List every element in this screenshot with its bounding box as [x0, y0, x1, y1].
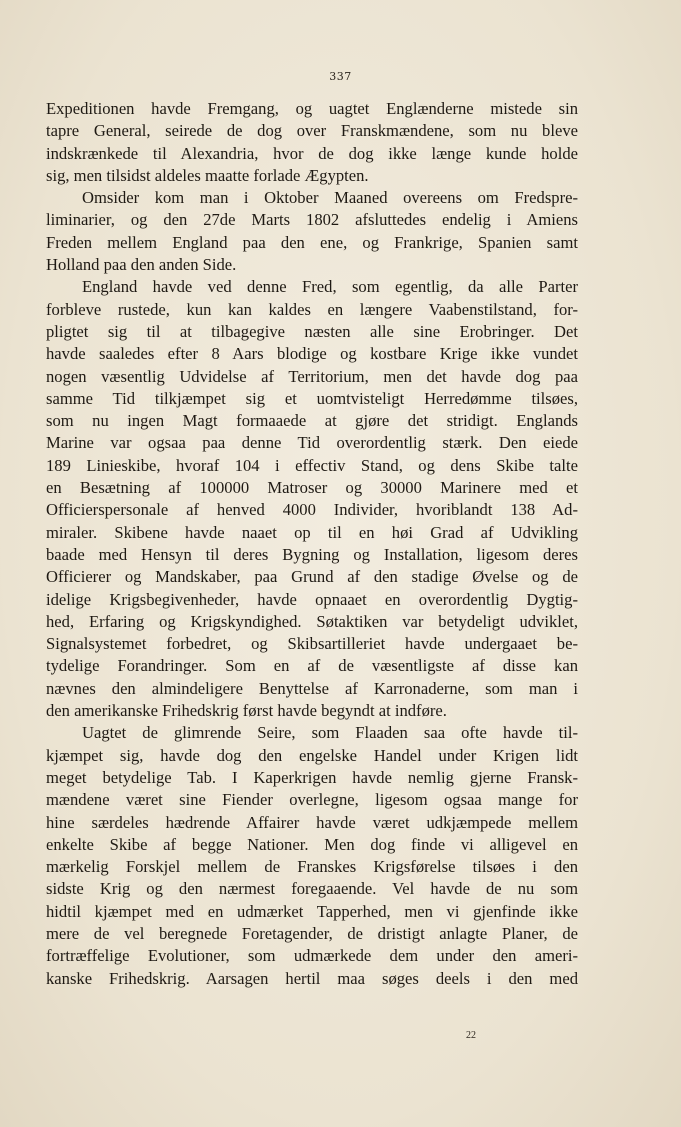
- text-line: hine særdeles hædrende Affairer havde været udkjæmpede mellem: [46, 812, 578, 832]
- text-line: Signalsystemet forbedret, og Skibsartilleriet havde undergaaet be-: [46, 634, 578, 654]
- text-line: Officierer og Mandskaber, paa Grund af den stadige Øvelse og de: [46, 567, 578, 587]
- text-line: kanske Frihedskrig. Aarsagen hertil maa søges deels i den med: [46, 968, 578, 988]
- text-line: liminarier, og den 27de Marts 1802 afsluttedes endelig i Amiens: [46, 210, 578, 230]
- text-line: Freden mellem England paa den ene, og Frankrige, Spanien samt: [46, 232, 578, 252]
- text-line: kjæmpet sig, havde dog den engelske Handel under Krigen lidt: [46, 745, 578, 765]
- text-line: idelige Krigsbegivenheder, havde opnaaet en overordentlig Dygtig-: [46, 589, 578, 609]
- text-line: Omsider kom man i Oktober Maaned overeens om Fredspre-: [82, 188, 578, 208]
- text-line: tydelige Forandringer. Som en af de væsentligste af disse kan: [46, 656, 578, 676]
- text-line: enkelte Skibe af begge Nationer. Men dog finde vi alligevel en: [46, 834, 578, 854]
- text-line: en Besætning af 100000 Matroser og 30000 Marinere med et: [46, 478, 578, 498]
- text-line: Expeditionen havde Fremgang, og uagtet Englænderne mistede sin: [46, 99, 578, 118]
- text-line: Marine var ogsaa paa denne Tid overordentlig stærk. Den eiede: [46, 433, 578, 453]
- text-line: 189 Linieskibe, hvoraf 104 i effectiv Stand, og dens Skibe talte: [46, 455, 578, 475]
- body-text: [46, 98, 578, 990]
- text-line: Officierspersonale af henved 4000 Individer, hvoriblandt 138 Ad-: [46, 500, 578, 520]
- text-line: Holland paa den anden Side.: [46, 255, 237, 275]
- text-line: sidste Krig og den nærmest foregaaende. Vel havde de nu som: [46, 879, 578, 899]
- text-line: pligtet sig til at tilbagegive næsten alle sine Erobringer. Det: [46, 321, 578, 341]
- text-line: som nu ingen Magt formaaede at gjøre det stridigt. Englands: [46, 411, 578, 431]
- text-line: hed, Erfaring og Krigskyndighed. Søtaktiken var betydeligt udviklet,: [46, 611, 578, 631]
- text-line: baade med Hensyn til deres Bygning og Installation, ligesom deres: [46, 544, 578, 564]
- text-line: meget betydelige Tab. I Kaperkrigen havde nemlig gjerne Fransk-: [46, 767, 578, 787]
- text-line: mere de vel beregnede Foretagender, de dristigt anlagte Planer, de: [46, 923, 578, 943]
- text-line: den amerikanske Frihedskrig først havde begyndt at indføre.: [46, 701, 447, 721]
- text-line: havde saaledes efter 8 Aars blodige og kostbare Krige ikke vundet: [46, 344, 578, 364]
- text-line: hidtil kjæmpet med en udmærket Tapperhed, men vi gjenfinde ikke: [46, 901, 578, 921]
- page-number: 337: [329, 70, 352, 83]
- text-line: nogen væsentlig Udvidelse af Territorium, men det havde dog paa: [46, 366, 578, 386]
- text-line: forbleve rustede, kun kan kaldes en længere Vaabenstilstand, for-: [46, 299, 578, 319]
- text-line: England havde ved denne Fred, som egentlig, da alle Parter: [82, 277, 578, 297]
- text-line: Uagtet de glimrende Seire, som Flaaden saa ofte havde til-: [82, 723, 578, 743]
- text-line: mændene været sine Fiender overlegne, ligesom ogsaa mange for: [46, 790, 578, 810]
- text-line: mærkelig Forskjel mellem de Franskes Krigsførelse tilsøes i den: [46, 857, 578, 877]
- text-line: nævnes den almindeligere Benyttelse af Karronaderne, som man i: [46, 678, 578, 698]
- text-line: tapre General, seirede de dog over Franskmændene, som nu bleve: [46, 121, 578, 141]
- text-line: sig, men tilsidst aldeles maatte forlade Ægypten.: [46, 165, 369, 185]
- text-line: samme Tid tilkjæmpet sig et uomtvisteligt Herredømme tilsøes,: [46, 388, 578, 408]
- signature-mark: 22: [466, 1030, 476, 1041]
- text-line: fortræffelige Evolutioner, som udmærkede dem under den ameri-: [46, 946, 578, 966]
- text-line: miraler. Skibene havde naaet op til en høi Grad af Udvikling: [46, 522, 578, 542]
- text-line: indskrænkede til Alexandria, hvor de dog ikke længe kunde holde: [46, 143, 578, 163]
